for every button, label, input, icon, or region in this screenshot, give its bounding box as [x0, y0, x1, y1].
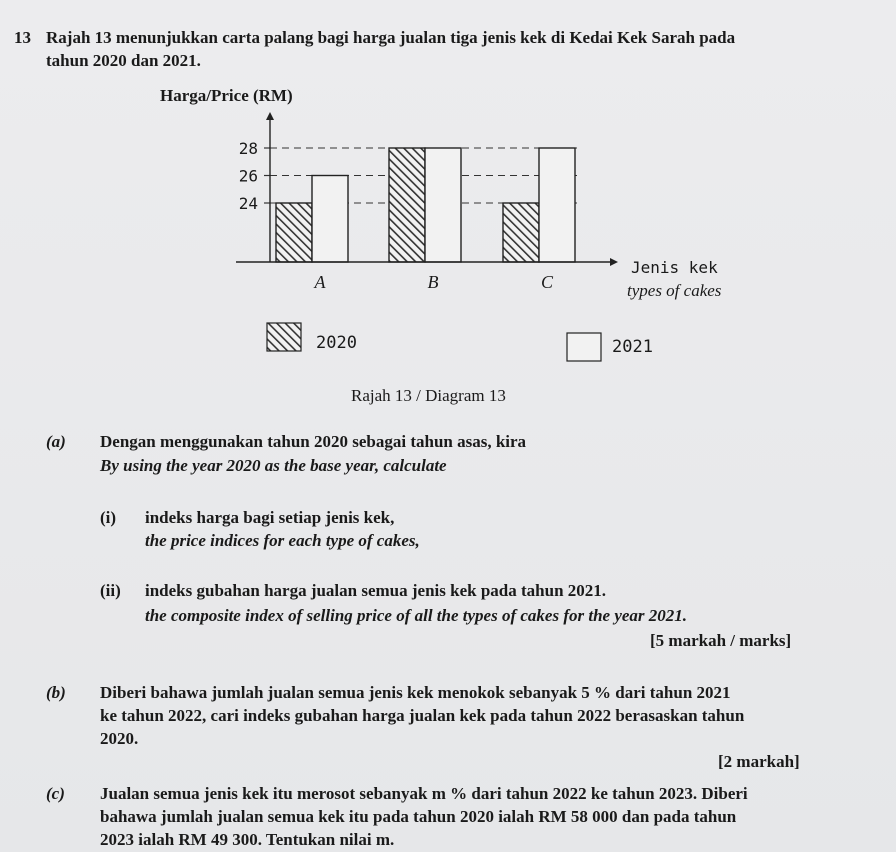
diagram-caption: Rajah 13 / Diagram 13	[351, 386, 506, 405]
part-c-line2: bahawa jumlah jualan semua kek itu pada tahun 2020 ialah RM 58 000 dan pada tahun	[100, 807, 737, 826]
legend-swatch-2021	[566, 332, 602, 362]
part-b-label: (b)	[46, 683, 66, 702]
x-axis-label-en: types of cakes	[627, 281, 722, 300]
y-axis-label: Harga/Price (RM)	[160, 86, 293, 105]
part-a-ii-line2: the composite index of selling price of all the types of cakes for the year 2021.	[145, 606, 688, 625]
x-category-label-C: C	[540, 272, 554, 292]
part-b-line1: Diberi bahawa jumlah jualan semua jenis kek menokok sebanyak 5 % dari tahun 2021	[100, 683, 731, 702]
bar-A-2021	[312, 176, 348, 263]
bar-C-2021	[539, 148, 575, 262]
question-intro-line1: Rajah 13 menunjukkan carta palang bagi harga jualan tiga jenis kek di Kedai Kek Sarah pada	[46, 28, 736, 47]
legend-label-2020: 2020	[316, 333, 357, 353]
y-tick-label-26: 26	[238, 166, 258, 186]
bar-B-2020	[389, 148, 425, 262]
part-c-line3: 2023 ialah RM 49 300. Tentukan nilai m.	[100, 830, 395, 849]
y-axis-arrow	[266, 112, 274, 120]
part-a-ii-line1: indeks gubahan harga jualan semua jenis kek pada tahun 2021.	[145, 581, 607, 600]
bar-A-2020	[276, 203, 312, 262]
part-a-i-line2: the price indices for each type of cakes,	[145, 531, 420, 550]
question-intro-line2: tahun 2020 dan 2021.	[46, 51, 201, 70]
part-c-label: (c)	[46, 784, 65, 803]
bar-B-2021	[425, 148, 461, 262]
part-a-line2: By using the year 2020 as the base year, calculate	[100, 456, 447, 475]
legend-swatch-2020	[266, 322, 302, 352]
part-b-line2: ke tahun 2022, cari indeks gubahan harga jualan kek pada tahun 2022 berasaskan tahun	[100, 706, 745, 725]
part-b-line3: 2020.	[100, 729, 139, 748]
part-a-ii-label: (ii)	[100, 581, 121, 600]
x-category-label-A: A	[314, 272, 326, 292]
y-tick-label-24: 24	[238, 194, 258, 213]
part-a-line1: Dengan menggunakan tahun 2020 sebagai tahun asas, kira	[100, 432, 527, 451]
part-a-i-line1: indeks harga bagi setiap jenis kek,	[145, 508, 395, 527]
x-axis-label-ms: Jenis kek	[631, 258, 718, 277]
x-axis-arrow	[610, 258, 618, 266]
x-category-label-B: B	[427, 272, 439, 292]
part-a-marks: [5 markah / marks]	[650, 631, 792, 650]
chart-bars	[276, 148, 575, 262]
part-a-i-label: (i)	[100, 508, 117, 527]
part-a-label: (a)	[46, 432, 66, 451]
y-tick-label-28: 28	[238, 139, 258, 158]
part-b-marks: [2 markah]	[718, 752, 800, 771]
bar-C-2020	[503, 203, 539, 262]
question-number: 13	[14, 28, 31, 47]
legend-label-2021: 2021	[612, 337, 653, 357]
part-c-line1: Jualan semua jenis kek itu merosot sebanyak m % dari tahun 2022 ke tahun 2023. Diberi	[100, 784, 748, 803]
